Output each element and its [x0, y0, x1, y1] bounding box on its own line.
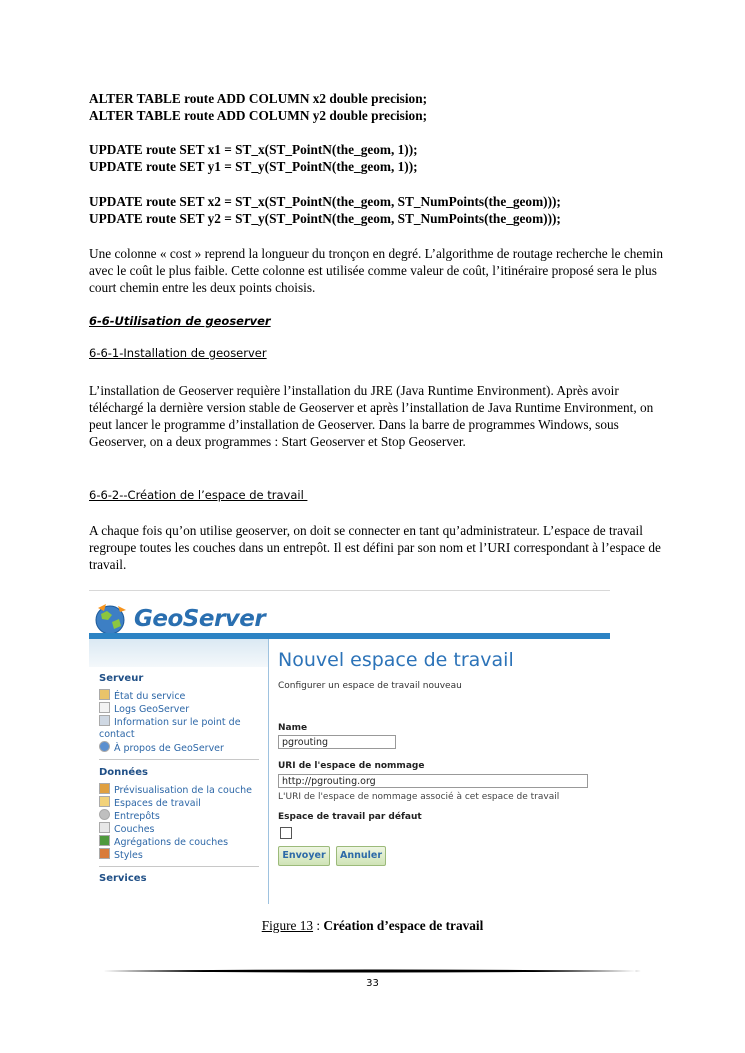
code-line: ALTER TABLE route ADD COLUMN y2 double precision;: [89, 108, 428, 123]
code-line: UPDATE route SET y1 = ST_y(ST_PointN(the_geom, 1));: [89, 159, 418, 174]
code-line: UPDATE route SET x1 = ST_x(ST_PointN(the_geom, 1));: [89, 142, 418, 157]
subsection-heading: 6-6-2--Création de l’espace de travail: [89, 488, 308, 502]
sidebar-heading-serveur: Serveur: [99, 673, 144, 684]
figure-number: Figure 13: [261, 918, 314, 933]
sidebar-item-logs[interactable]: [99, 702, 189, 716]
status-icon: [99, 689, 110, 700]
sidebar-item-espaces[interactable]: [99, 796, 201, 810]
folder-icon: [99, 796, 110, 807]
name-input[interactable]: pgrouting: [278, 735, 396, 749]
section-heading: 6-6-Utilisation de geoserver: [89, 314, 271, 328]
sidebar-heading-donnees: Données: [99, 767, 148, 778]
sidebar-heading-services: Services: [99, 873, 147, 884]
paragraph-cost: Une colonne « cost » reprend la longueur du tronçon en degré. L’algorithme de routage recherche le chemin avec le coût le plus faible. Cette colonne est utilisée comme valeur de coût, l’itinéraire proposé sera le plus court chemin entre les deux points choisis.: [89, 246, 664, 295]
sidebar-item-apropos[interactable]: [99, 741, 224, 755]
sidebar-item-contact-cont[interactable]: contact: [99, 729, 135, 740]
uri-input[interactable]: http://pgrouting.org: [278, 774, 588, 788]
divider: [99, 866, 259, 867]
sidebar-item-previsualisation[interactable]: [99, 783, 252, 797]
sidebar-item-couches[interactable]: [99, 822, 155, 836]
default-workspace-checkbox[interactable]: [280, 827, 292, 839]
log-icon: [99, 702, 110, 713]
sidebar-item-agregations[interactable]: [99, 835, 228, 849]
sidebar-item-label: Espaces de travail: [114, 798, 201, 809]
code-line: UPDATE route SET y2 = ST_y(ST_PointN(the_geom, ST_NumPoints(the_geom)));: [89, 211, 561, 226]
paragraph-workspace: A chaque fois qu’on utilise geoserver, on doit se connecter en tant qu’administrateur. L’espace de travail regroupe toutes les couches dans un entrepôt. Il est défini par son nom et l’URI correspondant à l’espace de travail.: [89, 523, 661, 572]
sidebar-item-contact[interactable]: [99, 715, 241, 729]
sidebar-item-label: Couches: [114, 824, 155, 835]
sidebar-item-label: Prévisualisation de la couche: [114, 785, 252, 796]
layer-icon: [99, 822, 110, 833]
sidebar-item-label: Logs GeoServer: [114, 704, 190, 715]
sidebar-item-label: Information sur le point de: [114, 717, 241, 728]
name-label: Name: [278, 723, 308, 733]
sidebar-item-entrepots[interactable]: [99, 809, 160, 823]
geoserver-screenshot: [89, 590, 610, 904]
figure-caption: [0, 918, 745, 934]
divider: [89, 590, 610, 591]
workspace-form-panel: [268, 639, 610, 904]
code-line: UPDATE route SET x2 = ST_x(ST_PointN(the_geom, ST_NumPoints(the_geom)));: [89, 194, 561, 209]
sidebar-header-band: [89, 639, 272, 667]
globe-icon: [92, 602, 130, 636]
code-line: ALTER TABLE route ADD COLUMN x2 double precision;: [89, 91, 428, 106]
sidebar-item-label: Entrepôts: [114, 811, 160, 822]
figure-title: Création d’espace de travail: [323, 918, 484, 933]
contact-icon: [99, 715, 110, 726]
sidebar-item-label: Agrégations de couches: [114, 837, 229, 848]
page-number: 33: [366, 978, 379, 989]
uri-label: URI de l'espace de nommage: [278, 761, 425, 771]
cancel-button[interactable]: Annuler: [336, 846, 386, 866]
sidebar-item-styles[interactable]: [99, 848, 143, 862]
info-icon: [99, 741, 110, 752]
layergroup-icon: [99, 835, 110, 846]
sidebar-item-etat[interactable]: [99, 689, 185, 703]
sidebar-item-label: À propos de GeoServer: [114, 743, 224, 754]
caption-separator: :: [313, 918, 324, 933]
sidebar-item-label: Styles: [114, 850, 143, 861]
database-icon: [99, 809, 110, 820]
uri-hint: L'URI de l'espace de nommage associé à cet espace de travail: [278, 792, 560, 802]
style-icon: [99, 848, 110, 859]
sidebar-item-label: État du service: [114, 691, 186, 702]
footer-rule: [103, 969, 641, 973]
page-subtitle: Configurer un espace de travail nouveau: [278, 681, 462, 691]
logo-text: GeoServer: [134, 606, 266, 632]
preview-icon: [99, 783, 110, 794]
subsection-heading: 6-6-1-Installation de geoserver: [89, 346, 267, 360]
paragraph-install: L’installation de Geoserver requière l’installation du JRE (Java Runtime Environment). Après avoir téléchargé la dernière version stable de Geoserver et après l’installation de Java Runtime Environment, on peut lancer le programme d’installation de Geoserver. Dans la barre de programmes Windows, sous Geoserver, on a deux programmes : Start Geoserver et Stop Geoserver.: [89, 383, 654, 449]
page-title: Nouvel espace de travail: [278, 649, 514, 671]
default-workspace-label: Espace de travail par défaut: [278, 812, 422, 822]
divider: [99, 759, 259, 760]
submit-button[interactable]: Envoyer: [278, 846, 330, 866]
